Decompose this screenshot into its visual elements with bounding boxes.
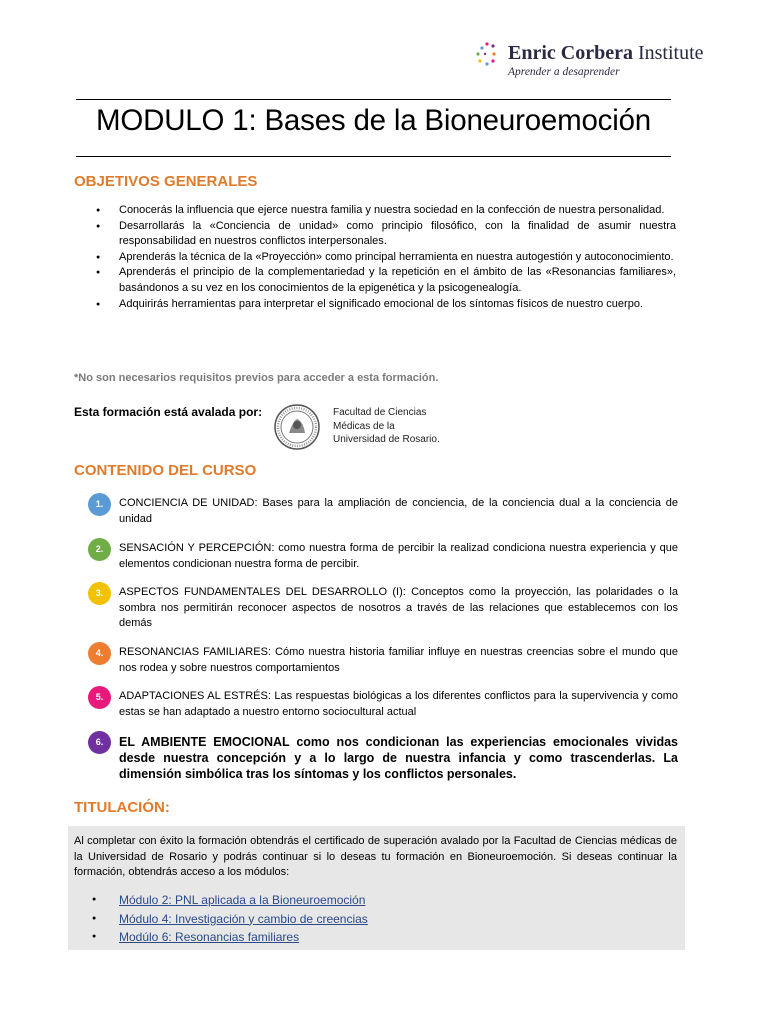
institute-logo — [474, 42, 704, 82]
faculty-name: Facultad de Ciencias Médicas de la Universidad de Rosario. — [333, 407, 440, 445]
logo-name: Enric Corbera Institute — [508, 42, 704, 64]
titulacion-heading: TITULACIÓN: — [74, 799, 170, 816]
list-item: ● Aprenderás la técnica de la «Proyección» como principal herramienta en nuestra autogestión y autoconocimiento. — [96, 250, 676, 266]
number-badge: 1. — [88, 493, 111, 516]
title-rule-bottom — [76, 156, 671, 157]
module-6-link[interactable]: Modúlo 6: Resonancias familiares — [119, 930, 300, 944]
objetivos-list — [96, 203, 676, 312]
objetivos-heading: OBJETIVOS GENERALES — [74, 173, 258, 190]
list-item — [92, 928, 368, 947]
title-rule-top — [76, 99, 671, 100]
titulacion-box — [68, 826, 685, 950]
requirements-note: *No son necesarios requisitos previos para acceder a esta formación. — [74, 372, 439, 384]
course-item-text: EL AMBIENTE EMOCIONAL como nos condicionan las experiencias emocionales vividas desde nuestra concepción y a lo largo de nuestra infancia y como trascenderlas. La dimensión simbólica tras los síntomas y los conflictos personales. — [119, 735, 678, 781]
logo-tagline: Aprender a desaprender — [508, 66, 620, 78]
course-item-text: CONCIENCIA DE UNIDAD: Bases para la ampliación de conciencia, de la conciencia dual a la conciencia de unidad — [119, 497, 678, 525]
logo-dots-icon — [474, 42, 504, 72]
page-title: MODULO 1: Bases de la Bioneuroemoción — [95, 104, 652, 137]
course-item-text: ASPECTOS FUNDAMENTALES DEL DESARROLLO (I): Conceptos como la proyección, las polaridades o la sombra nos permitirán reconocer aspectos de nosotros a través de las relaciones que establecemos con los demás — [119, 586, 678, 629]
list-item: ● Desarrollarás la «Conciencia de unidad» como principio filosófico, con la finalidad de asumir nuestra responsabilidad en nuestros conflictos interpersonales. — [96, 219, 676, 250]
course-item-text: RESONANCIAS FAMILIARES: Cómo nuestra historia familiar influye en nuestras creencias sobre el mundo que nos rodea y sobre nuestros comportamientos — [119, 646, 678, 674]
modules-list — [92, 891, 368, 947]
university-seal-icon — [273, 403, 321, 451]
number-badge: 4. — [88, 642, 111, 665]
list-item — [92, 910, 368, 929]
list-item: ● Conocerás la influencia que ejerce nuestra familia y nuestra sociedad en la confección de nuestra personalidad. — [96, 203, 676, 219]
endorsement-label: Esta formación está avalada por: — [74, 405, 263, 419]
titulacion-text: Al completar con éxito la formación obtendrás el certificado de superación avalado por la Facultad de Ciencias médicas de la Universidad de Rosario y podrás continuar si lo deseas tu formación en Bioneuroemoción. Si deseas continuar la formación, obtendrás acceso a los módulos: — [74, 835, 677, 879]
list-item: ● Aprenderás el principio de la complementariedad y la repetición en el ámbito de las «Resonancias familiares», basándonos a su vez en los conocimientos de la epigenética y la psicogenealogía. — [96, 265, 676, 296]
course-item-text: SENSACIÓN Y PERCEPCIÓN: como nuestra forma de percibir la realizad condiciona nuestra experiencia y que elementos condicionan nuestra forma de percibir. — [119, 542, 678, 570]
contenido-heading: CONTENIDO DEL CURSO — [74, 462, 257, 479]
number-badge: 5. — [88, 686, 111, 709]
number-badge: 6. — [88, 731, 111, 754]
number-badge: 2. — [88, 538, 111, 561]
list-item — [92, 891, 368, 910]
module-2-link[interactable]: Módulo 2: PNL aplicada a la Bioneuroemoción — [119, 893, 366, 907]
course-item-text: ADAPTACIONES AL ESTRÉS: Las respuestas biológicas a los diferentes conflictos para la supervivencia y como estas se han adaptado a nuestro entorno sociocultural actual — [119, 690, 678, 718]
number-badge: 3. — [88, 582, 111, 605]
list-item: ● Adquirirás herramientas para interpretar el significado emocional de los síntomas físicos de nuestro cuerpo. — [96, 297, 676, 313]
module-4-link[interactable]: Módulo 4: Investigación y cambio de creencias — [119, 911, 368, 926]
